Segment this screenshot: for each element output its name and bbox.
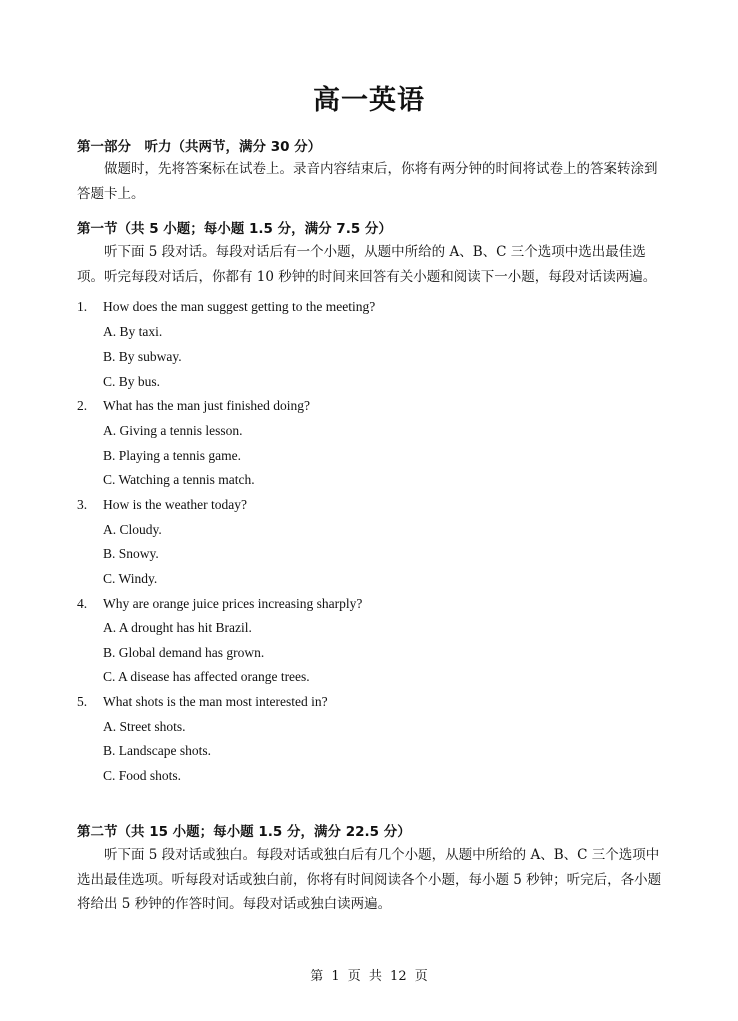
question-text: What shots is the man most interested in? bbox=[103, 694, 328, 709]
option-a: A. Giving a tennis lesson. bbox=[103, 423, 243, 438]
question-text: How does the man suggest getting to the meeting? bbox=[103, 299, 376, 314]
option-b: B. Snowy. bbox=[103, 546, 159, 561]
question-3 bbox=[77, 497, 247, 513]
option-a: A. By taxi. bbox=[103, 324, 163, 339]
question-text: What has the man just finished doing? bbox=[103, 398, 310, 413]
option-c: C. By bus. bbox=[103, 374, 161, 389]
option-c: C. Watching a tennis match. bbox=[103, 472, 255, 487]
question-text: How is the weather today? bbox=[103, 497, 247, 512]
question-text: Why are orange juice prices increasing sharply? bbox=[103, 596, 363, 611]
section1-instructions: 听下面 5 段对话。每段对话后有一个小题，从题中所给的 A、B、C 三个选项中选出最佳选项。听完每段对话后，你都有 10 秒钟的时间来回答有关小题和阅读下一小题，每段对话读两遍。 bbox=[77, 244, 657, 285]
section2-instructions: 听下面 5 段对话或独白。每段对话或独白后有几个小题，从题中所给的 A、B、C 三个选项中选出最佳选项。听每段对话或独白前，你将有时间阅读各个小题，每小题 5 秒钟；听完后，各小题将给出 5 秒钟的作答时间。每段对话或独白读两遍。 bbox=[77, 847, 662, 912]
question-number: 3. bbox=[77, 497, 88, 512]
option-c: C. Food shots. bbox=[103, 768, 182, 783]
option-a: A. Cloudy. bbox=[103, 522, 162, 537]
option-c: C. Windy. bbox=[103, 571, 158, 586]
page-title: 高一英语 bbox=[313, 85, 425, 116]
option-a: A. A drought has hit Brazil. bbox=[103, 620, 252, 635]
question-2 bbox=[77, 398, 310, 414]
option-b: B. Playing a tennis game. bbox=[103, 448, 241, 463]
question-number: 5. bbox=[77, 694, 88, 709]
option-b: B. Landscape shots. bbox=[103, 743, 211, 758]
question-4 bbox=[77, 596, 362, 612]
section2-heading: 第二节（共 15 小题；每小题 1.5 分，满分 22.5 分） bbox=[77, 824, 411, 840]
part1-instructions: 做题时，先将答案标在试卷上。录音内容结束后，你将有两分钟的时间将试卷上的答案转涂到答题卡上。 bbox=[77, 161, 658, 202]
question-number: 1. bbox=[77, 299, 88, 314]
option-b: B. By subway. bbox=[103, 349, 182, 364]
section1-heading: 第一节（共 5 小题；每小题 1.5 分，满分 7.5 分） bbox=[77, 221, 392, 237]
option-b: B. Global demand has grown. bbox=[103, 645, 265, 660]
option-c: C. A disease has affected orange trees. bbox=[103, 669, 310, 684]
question-number: 2. bbox=[77, 398, 88, 413]
option-a: A. Street shots. bbox=[103, 719, 186, 734]
page-footer: 第 1 页 共 12 页 bbox=[310, 969, 428, 984]
question-5 bbox=[77, 694, 328, 710]
part1-heading: 第一部分 听力（共两节，满分 30 分） bbox=[77, 139, 322, 155]
question-1 bbox=[77, 299, 375, 315]
question-number: 4. bbox=[77, 596, 88, 611]
